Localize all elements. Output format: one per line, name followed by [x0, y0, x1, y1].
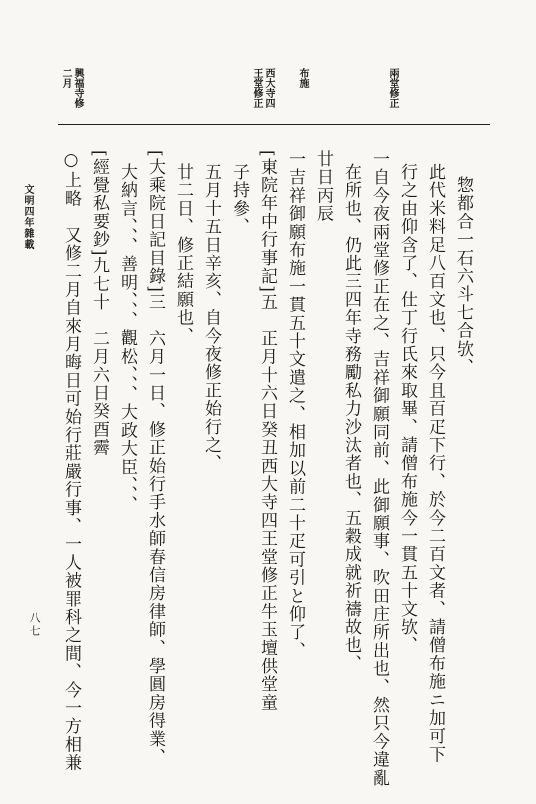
text-line: 惣都合一石六斗七合欤、 [453, 176, 473, 377]
text-line: [經覺私要鈔]九七十 二月六日癸酉霽 [89, 150, 109, 457]
text-line: 一吉祥御願布施一貫五十文遣之、相加以前二十疋可引と仰了、 [285, 150, 305, 660]
header-note-left1: 西大寺四 [263, 68, 274, 108]
text-line: 在所也、仍此三四年寺務勵私力沙汰者也、五穀成就祈禱故也、 [341, 163, 361, 673]
header-note-left2: 王堂修正 [251, 68, 262, 108]
text-line: 行之由仰含了、仕丁行氏來取畢、請僧布施今一貫五十文欤、 [397, 163, 417, 655]
text-line: ○上略 又修二月自來月晦日可始行莊嚴行事、一人被罪科之間、今一方相兼 [61, 150, 81, 772]
text-line: [大乘院日記目錄]三 六月一日、修正始行手水師春信房律師、學圓房得業、 [145, 150, 165, 767]
text-line: 子持參、 [229, 163, 249, 236]
text-line: 此代米料足八百文也、只今且百疋下行、於今二百文者、請僧布施ニ加可下 [425, 163, 445, 764]
text-line: [東院年中行事記]五 正月十六日癸丑西大寺四王堂修正牛玉壇供堂童 [257, 150, 277, 712]
header-note-far1: 興福寺修 [72, 68, 83, 108]
text-line: 五月十五日辛亥、自今夜修正始行之、 [201, 163, 221, 473]
text-line: 大納言、、、善明、、、觀松、、、大政大臣、、、 [117, 163, 137, 514]
header-note-far2: 二月 [60, 68, 71, 88]
text-line: 廿日丙辰 [313, 150, 333, 223]
text-line: 一自今夜兩堂修正在之、吉祥御願同前、此御願事、吹田庄所出也、然只今違亂 [369, 150, 389, 787]
running-head: 文明四年雜載 [22, 184, 33, 250]
text-line: 廿二日、修正結願也、 [173, 163, 193, 345]
page-number: 八七 [28, 612, 41, 638]
header-note-center: 布施 [297, 68, 308, 88]
header-rule [58, 124, 490, 125]
header-note-right: 兩堂修正 [387, 68, 398, 108]
